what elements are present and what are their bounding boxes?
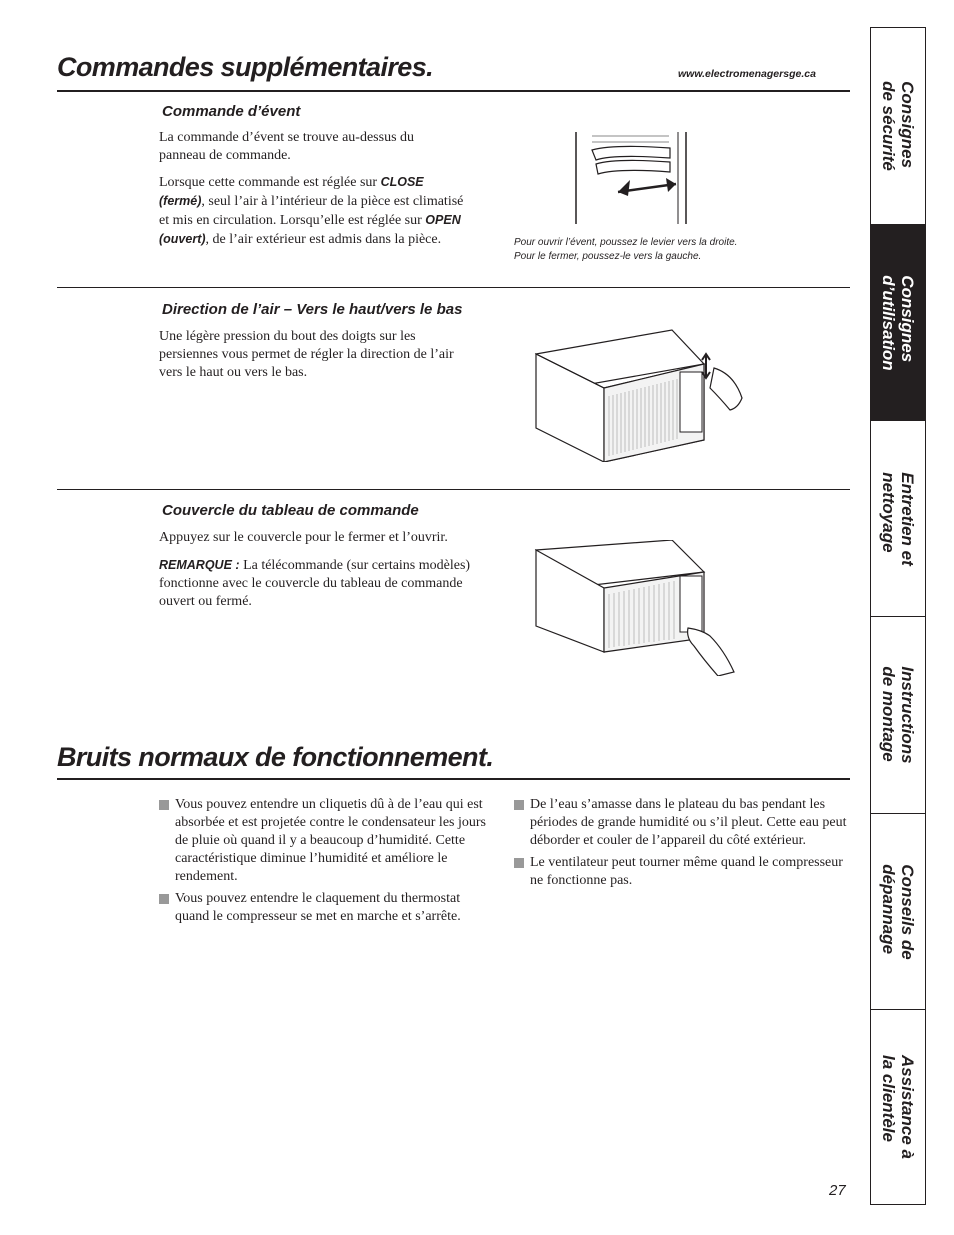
tab-consignes-securite[interactable]: Consignes de sécurité [871,28,925,225]
list-item: Vous pouvez entendre le claquement du thermostat quand le compresseur se met en marche et s’arrête. [159,890,489,926]
cover-para-1: Appuyez sur le couvercle pour le fermer et l’ouvrir. [159,530,448,545]
airflow-para: Une légère pression du bout des doigts sur les persiennes vous permet de régler la direction de l’air vers le haut ou vers le bas. [159,329,454,380]
vent-lever-illustration [574,130,690,226]
section-divider [57,287,850,288]
noises-list-left [159,796,489,930]
page-number: 27 [829,1182,846,1199]
title-rule [57,90,850,92]
note-label: REMARQUE : [159,558,240,572]
vent-heading: Commande d’évent [162,103,301,120]
tab-consignes-utilisation[interactable]: Consignes d’utilisation [871,225,925,421]
list-item: De l’eau s’amasse dans le plateau du bas pendant les périodes de grande humidité ou s’il pleut. Cette eau peut déborder et couler de l’appareil du côté extérieur. [514,796,850,850]
airflow-heading: Direction de l’air – Vers le haut/vers le bas [162,301,463,318]
tab-instructions-montage[interactable]: Instructions de montage [871,617,925,814]
list-item: Le ventilateur peut tourner même quand le compresseur ne fonctionne pas. [514,854,850,890]
bullet-square-icon [514,858,524,868]
close-label: CLOSE (fermé) [159,175,424,208]
title-rule [57,778,850,780]
website-url[interactable]: www.electromenagersge.ca [678,68,816,80]
control-cover-illustration [534,540,740,676]
bullet-square-icon [159,800,169,810]
noises-list-right [514,796,850,894]
section-divider [57,489,850,490]
air-conditioner-louvers-illustration [534,328,748,462]
tab-conseils-depannage[interactable]: Conseils de dépannage [871,814,925,1010]
noises-title: Bruits normaux de fonctionnement. [57,742,494,772]
cover-note: REMARQUE : La télécommande (sur certains modèles) fonctionne avec le couvercle du tableau de commande ouvert ou fermé. [159,558,471,609]
bullet-square-icon [514,800,524,810]
page-title: Commandes supplémentaires. [57,52,434,82]
section-tabs [870,27,926,1205]
list-item: Vous pouvez entendre un cliquetis dû à de l’eau qui est absorbée et est projetée contre le condensateur les jours de pluie où quand il y a beaucoup d’humidité. Cette caractéristique diminue l’humidité et améliore le rendement. [159,796,489,886]
vent-caption: Pour ouvrir l’évent, poussez le levier vers la droite. Pour le fermer, poussez-le vers la gauche. [514,237,738,262]
bullet-square-icon [159,894,169,904]
cover-heading: Couvercle du tableau de commande [162,502,419,519]
tab-assistance-clientele[interactable]: Assistance à la clientèle [879,1055,917,1159]
tab-entretien-nettoyage[interactable]: Entretien et nettoyage [871,421,925,617]
open-label: OPEN (ouvert) [159,213,461,246]
vent-para-1: La commande d’évent se trouve au-dessus du panneau de commande. [159,130,415,163]
vent-para-2: Lorsque cette commande est réglée sur CLOSE (fermé), seul l’air à l’intérieur de la pièce est climatisé et mis en circulation. Lorsqu’elle est réglée sur OPEN (ouvert), de l’air extérieur est admis dans la pièce. [159,175,464,247]
